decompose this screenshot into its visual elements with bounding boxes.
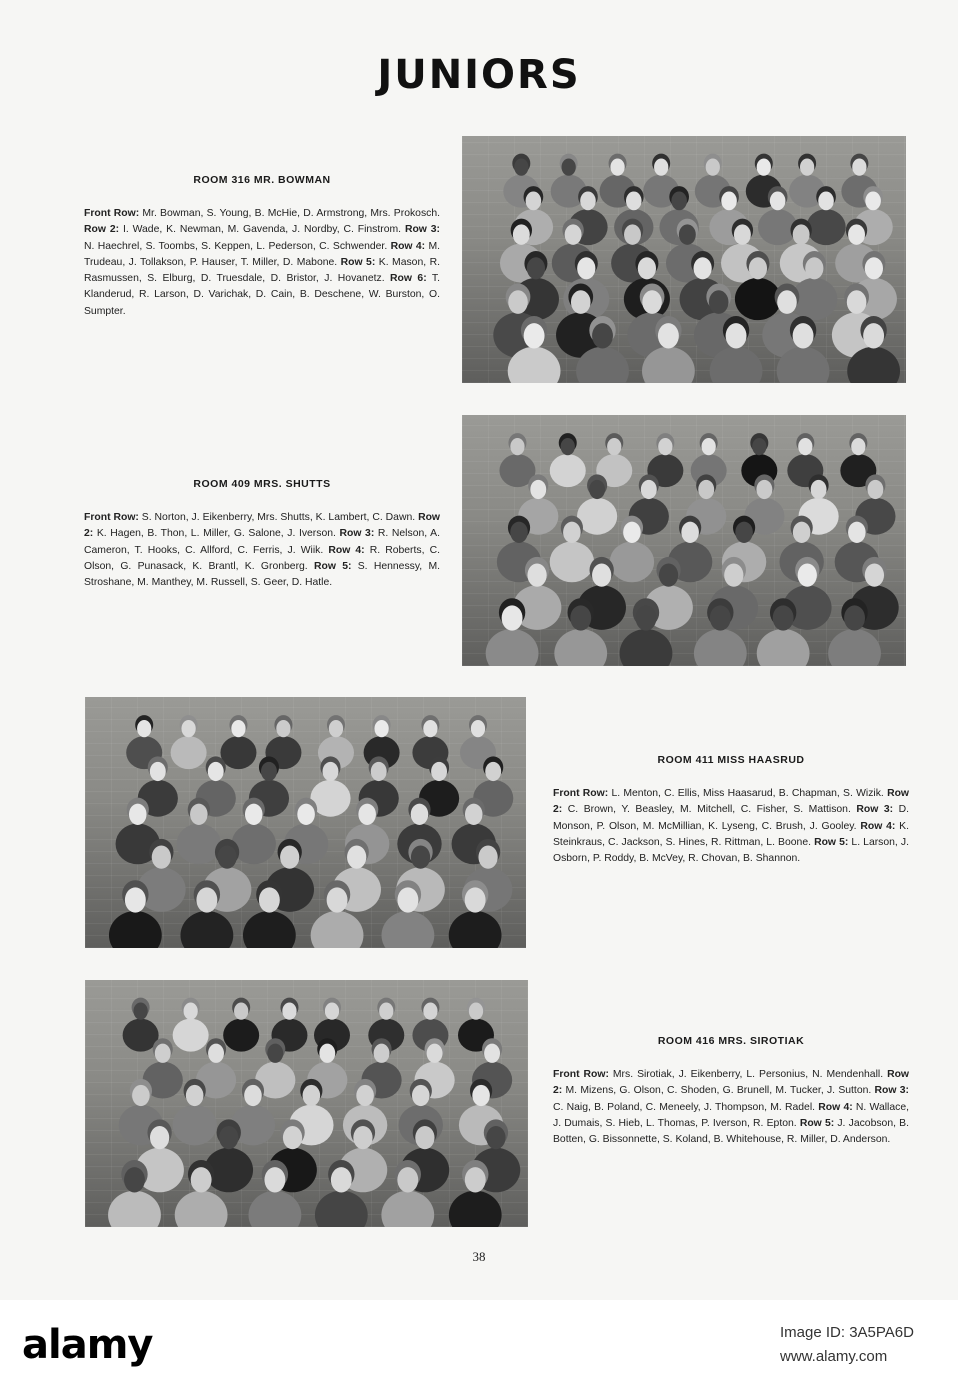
stock-footer: [0, 1300, 958, 1390]
people-silhouettes: [85, 980, 528, 1227]
image-id-label: Image ID: 3A5PA6D: [780, 1324, 914, 1341]
class-photo: [85, 697, 526, 948]
row-label: Front Row:: [553, 788, 609, 799]
row-label: Row 3:: [339, 528, 375, 540]
room-heading: ROOM 416 MRS. SIROTIAK: [657, 1035, 805, 1047]
row-label: Row 5:: [814, 836, 849, 848]
class-photo: [85, 980, 528, 1227]
row-label: Row 3:: [856, 804, 894, 816]
page-title: JUNIORS: [377, 52, 581, 98]
row-label: Row 3:: [404, 224, 440, 236]
row-label: Row 2:: [84, 224, 120, 236]
row-label: Row 5:: [799, 1117, 835, 1129]
row-names: M. Trudeau, J. Tollakson, P. Hauser, T. Miller, D. Mabone.: [84, 240, 440, 268]
row-label: Row 2:: [553, 1069, 909, 1097]
row-label: Row 4:: [328, 544, 365, 556]
class-photo: [462, 136, 906, 383]
people-silhouettes: [462, 415, 906, 666]
row-names: L. Menton, C. Ellis, Miss Haasarud, B. Chapman, S. Wizik.: [608, 788, 888, 799]
room-heading: ROOM 409 MRS. SHUTTS: [193, 478, 331, 490]
people-silhouettes: [462, 136, 906, 383]
room-heading: ROOM 316 MR. BOWMAN: [193, 174, 331, 186]
row-names: Mrs. Sirotiak, J. Eikenberry, L. Personius, N. Mendenhall.: [608, 1069, 888, 1080]
row-label: Front Row:: [84, 208, 140, 219]
row-label: Row 4:: [818, 1101, 853, 1113]
row-label: Row 5:: [313, 560, 352, 572]
room-caption: [84, 510, 440, 591]
row-label: Row 4:: [390, 240, 426, 252]
row-label: Front Row:: [84, 512, 139, 523]
row-label: Row 2:: [553, 788, 910, 816]
row-label: Row 4:: [860, 820, 896, 832]
row-names: K. Hagen, B. Thon, L. Miller, G. Salone, J. Iverson.: [93, 528, 340, 540]
alamy-logo: alamy: [22, 1322, 153, 1368]
class-photo: [462, 415, 906, 666]
row-names: R. Roberts, C. Olson, G. Punasack, K. Brantl, K. Gronberg.: [84, 544, 440, 572]
room-caption: [84, 206, 440, 320]
row-names: D. Monson, P. Olson, M. McMillian, K. Lyseng, C. Brush, J. Gooley.: [553, 804, 909, 832]
people-silhouettes: [85, 697, 526, 948]
row-names: S. Hennessy, M. Stroshane, M. Manthey, M. Russell, S. Geer, D. Hatle.: [84, 560, 440, 589]
row-names: M. Mizens, G. Olson, C. Shoden, G. Brunell, M. Tucker, J. Sutton.: [562, 1085, 875, 1097]
row-label: Front Row:: [553, 1069, 609, 1080]
row-names: R. Nelson, A. Cameron, T. Hooks, C. Allford, C. Ferris, J. Wiik.: [84, 528, 440, 556]
row-names: C. Brown, Y. Beasley, M. Mitchell, C. Fisher, S. Mattison.: [562, 804, 857, 816]
row-names: N. Haechrel, S. Toombs, S. Keppen, L. Pederson, C. Schwender.: [84, 240, 391, 252]
row-label: Row 6:: [390, 273, 427, 285]
row-names: I. Wade, K. Newman, M. Gavenda, J. Nordby, C. Finstrom.: [119, 224, 405, 236]
row-names: J. Jacobson, B. Botten, G. Bissonnette, S. Koland, B. Whitehouse, R. Miller, D. Anderson.: [553, 1117, 909, 1146]
room-316-text: [84, 174, 440, 320]
room-411-text: [553, 754, 909, 867]
row-names: C. Naig, B. Poland, C. Meneely, J. Thompson, M. Radel.: [553, 1101, 819, 1113]
row-label: Row 5:: [340, 256, 376, 268]
room-caption: [553, 1067, 909, 1148]
room-409-text: [84, 478, 440, 591]
row-names: S. Norton, J. Eikenberry, Mrs. Shutts, K. Lambert, C. Dawn.: [138, 512, 419, 523]
row-names: T. Klanderud, R. Larson, D. Varichak, D. Cain, B. Deschene, W. Burston, O. Sumpter.: [84, 273, 440, 317]
row-label: Row 2:: [84, 512, 441, 540]
room-heading: ROOM 411 MISS HAASRUD: [657, 754, 805, 766]
row-names: L. Larson, J. Osborn, P. Roddy, B. McVey, R. Chovan, B. Shannon.: [553, 836, 909, 865]
row-names: Mr. Bowman, S. Young, B. McHie, D. Armstrong, Mrs. Prokosch.: [139, 208, 440, 219]
room-416-text: [553, 1035, 909, 1148]
row-label: Row 3:: [874, 1085, 909, 1097]
site-url: www.alamy.com: [780, 1348, 888, 1365]
row-names: K. Steinkraus, C. Jackson, S. Hines, R. Rittman, L. Boone.: [553, 820, 909, 848]
row-names: K. Mason, R. Rasmussen, S. Elburg, D. Truesdale, D. Bristor, J. Hovanetz.: [84, 256, 440, 285]
page-number: 38: [472, 1249, 486, 1264]
room-caption: [553, 786, 909, 867]
row-names: N. Wallace, J. Dumais, S. Hieb, L. Thomas, P. Iverson, R. Epton.: [553, 1101, 910, 1129]
